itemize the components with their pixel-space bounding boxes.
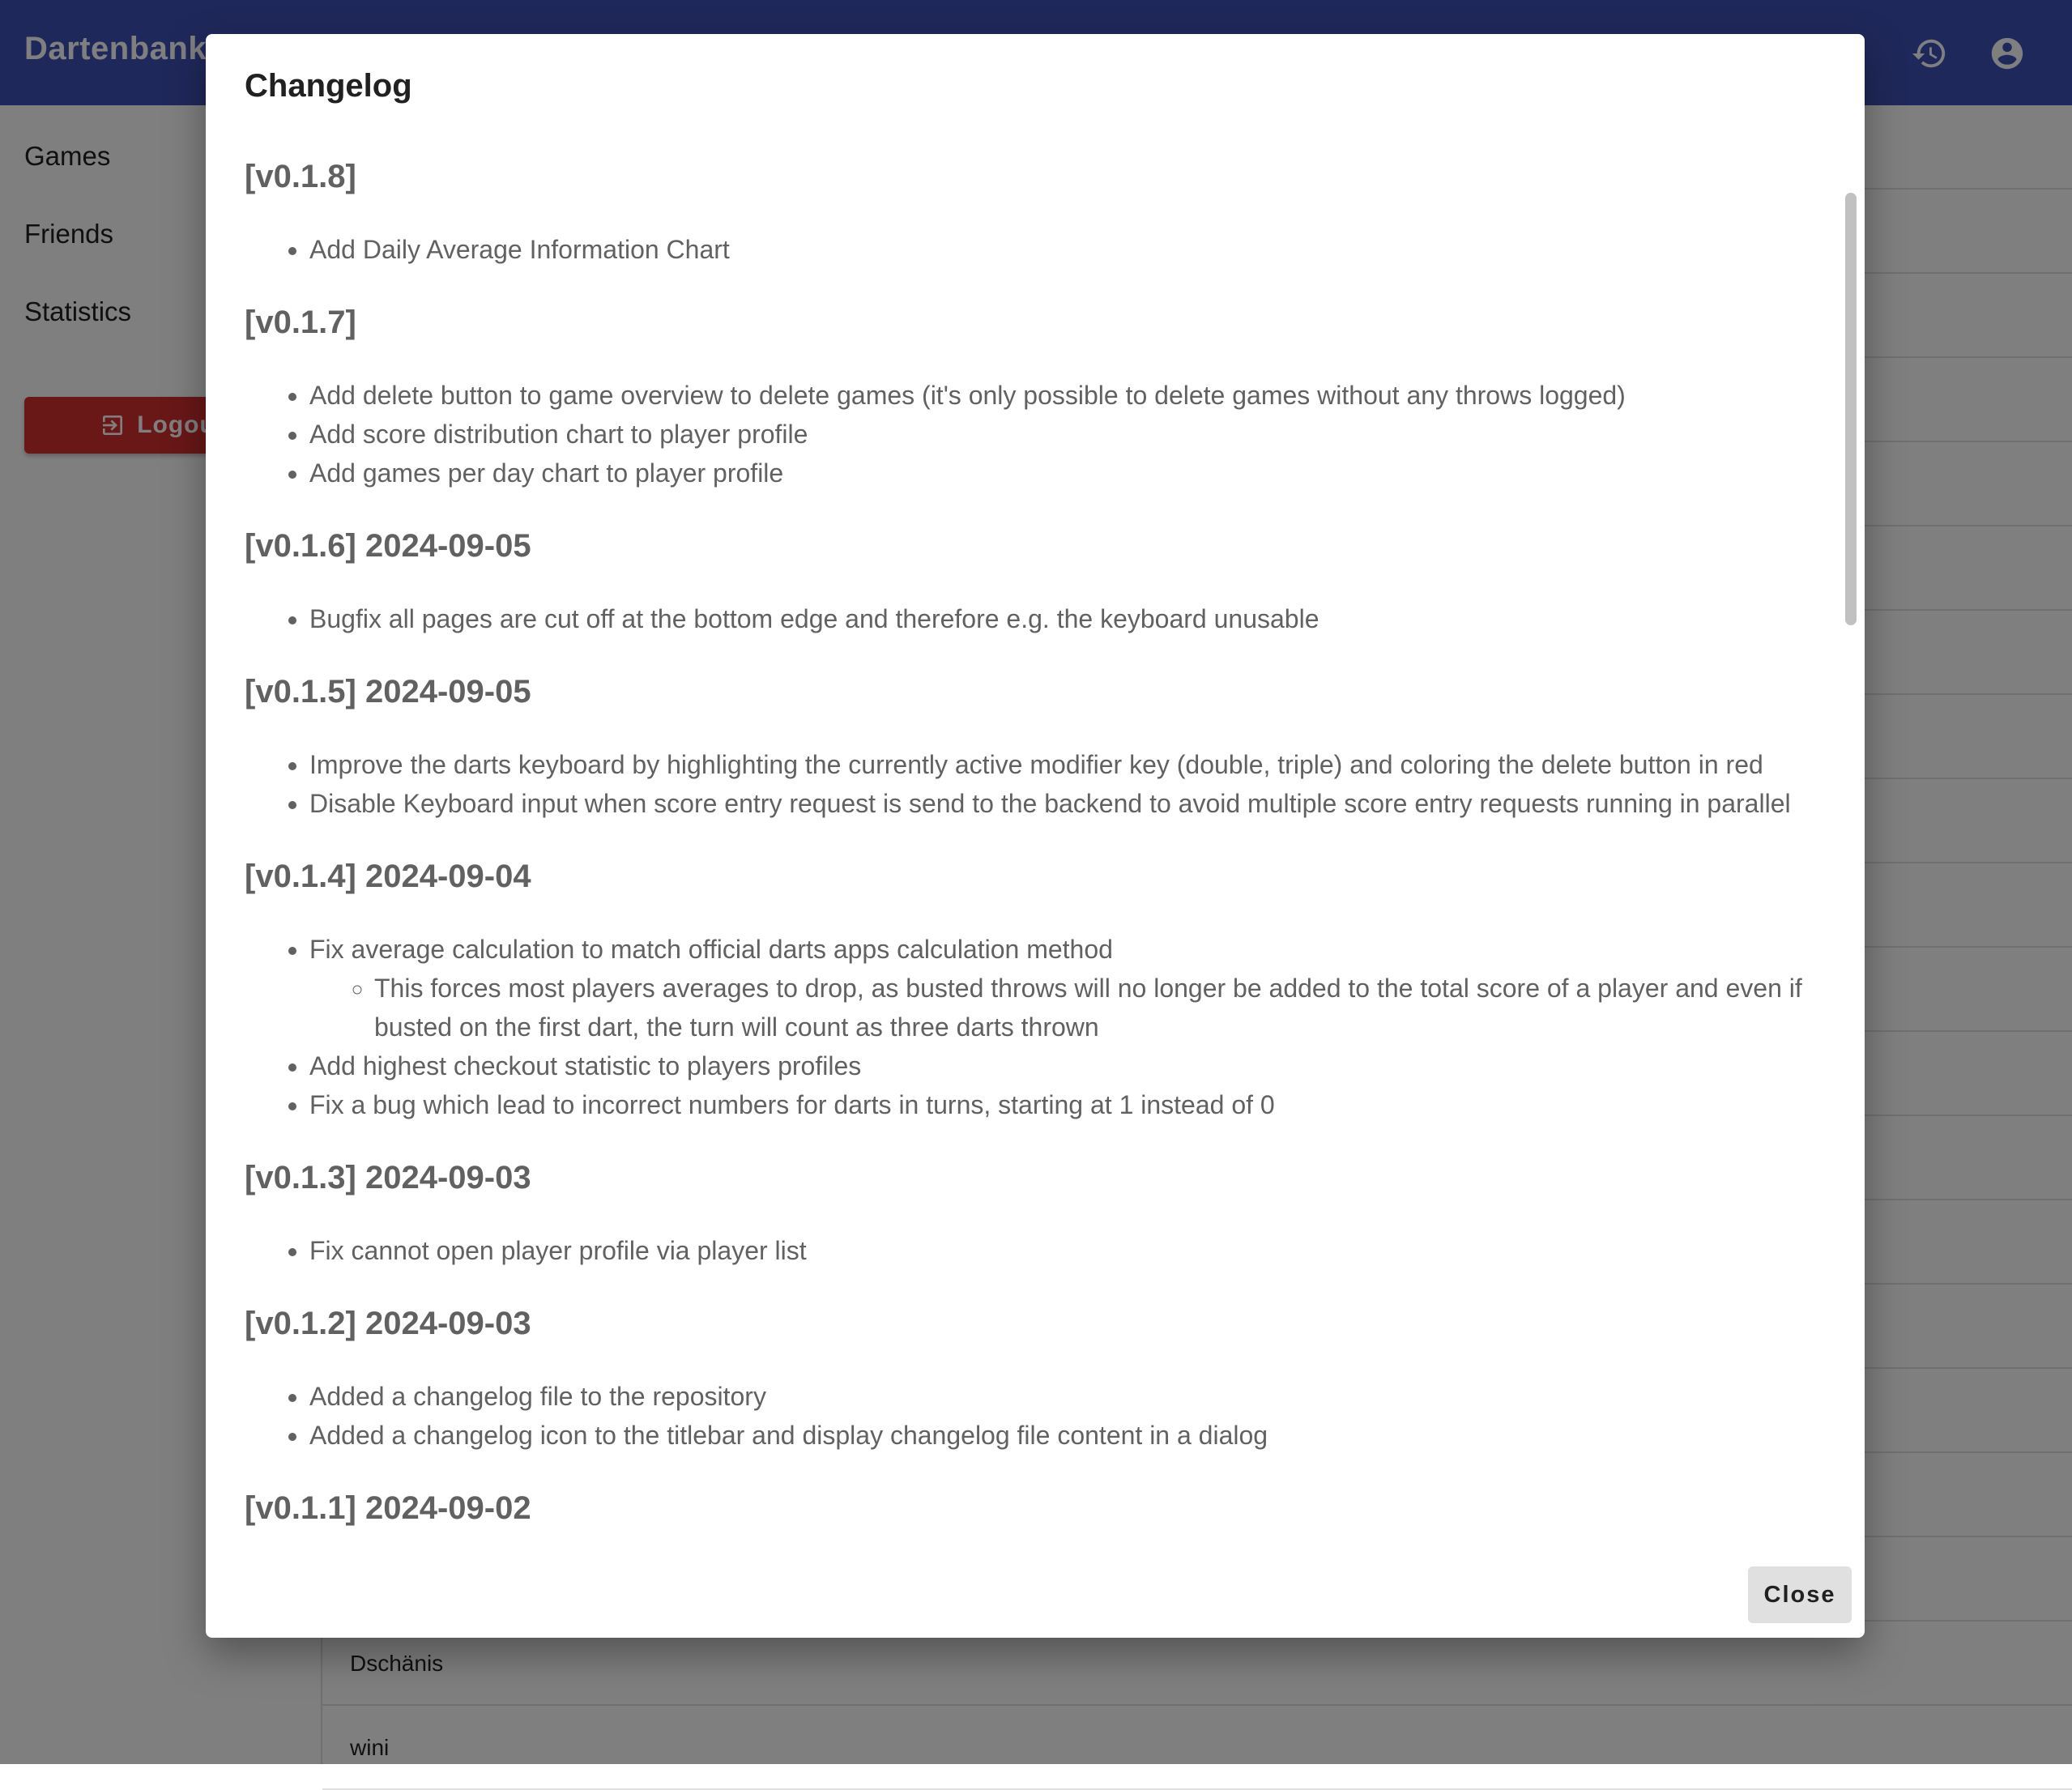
changelog-item: • Add score distribution chart to player profile bbox=[309, 415, 1824, 454]
changelog-item: • Bugfix all pages are cut off at the bottom edge and therefore e.g. the keyboard unusable bbox=[309, 599, 1824, 638]
changelog-item: • Disable Keyboard input when score entry request is send to the backend to avoid multiple score entry requests running in parallel bbox=[309, 784, 1824, 823]
close-button[interactable]: Close bbox=[1748, 1566, 1852, 1623]
release-items bbox=[245, 376, 1824, 492]
release-items bbox=[245, 599, 1824, 638]
changelog-item bbox=[309, 930, 1824, 1046]
release-heading: [v0.1.5] 2024-09-05 bbox=[245, 674, 531, 710]
release-heading: [v0.1.4] 2024-09-04 bbox=[245, 859, 531, 894]
release-items bbox=[245, 1231, 1824, 1270]
release-heading: [v0.1.8] bbox=[245, 159, 356, 194]
release-items bbox=[245, 230, 1824, 269]
release-heading: [v0.1.2] 2024-09-03 bbox=[245, 1306, 531, 1341]
release-heading: [v0.1.1] 2024-09-02 bbox=[245, 1490, 531, 1526]
release-items bbox=[245, 745, 1824, 823]
changelog-content[interactable] bbox=[245, 156, 1824, 1589]
changelog-item: • Add highest checkout statistic to players profiles bbox=[309, 1046, 1824, 1085]
changelog-sub-item: ◦ This forces most players averages to drop, as busted throws will no longer be added to the total score of a player and even if busted on the first dart, the turn will count as three darts thrown bbox=[374, 969, 1824, 1046]
sub-items bbox=[309, 969, 1824, 1046]
changelog-item: • Added a changelog file to the repository bbox=[309, 1377, 1824, 1416]
changelog-item: • Add games per day chart to player profile bbox=[309, 454, 1824, 492]
changelog-item: • Fix a bug which lead to incorrect numbers for darts in turns, starting at 1 instead of 0 bbox=[309, 1085, 1824, 1124]
changelog-item: • Added a changelog icon to the titlebar and display changelog file content in a dialog bbox=[309, 1416, 1824, 1455]
release-heading: [v0.1.7] bbox=[245, 305, 356, 340]
changelog-item: • Fix cannot open player profile via player list bbox=[309, 1231, 1824, 1270]
release-heading: [v0.1.3] 2024-09-03 bbox=[245, 1160, 531, 1195]
scrollbar-thumb[interactable] bbox=[1845, 193, 1857, 625]
release-heading: [v0.1.6] 2024-09-05 bbox=[245, 528, 531, 564]
dialog-title: Changelog bbox=[245, 68, 412, 104]
changelog-dialog bbox=[206, 34, 1865, 1638]
changelog-item-text: Fix average calculation to match official darts apps calculation method bbox=[309, 935, 1113, 964]
changelog-item: • Add Daily Average Information Chart bbox=[309, 230, 1824, 269]
changelog-item: • Add delete button to game overview to delete games (it's only possible to delete games without any throws logged) bbox=[309, 376, 1824, 415]
release-items bbox=[245, 930, 1824, 1124]
changelog-item: • Improve the darts keyboard by highlighting the currently active modifier key (double, triple) and coloring the delete button in red bbox=[309, 745, 1824, 784]
release-items bbox=[245, 1377, 1824, 1455]
